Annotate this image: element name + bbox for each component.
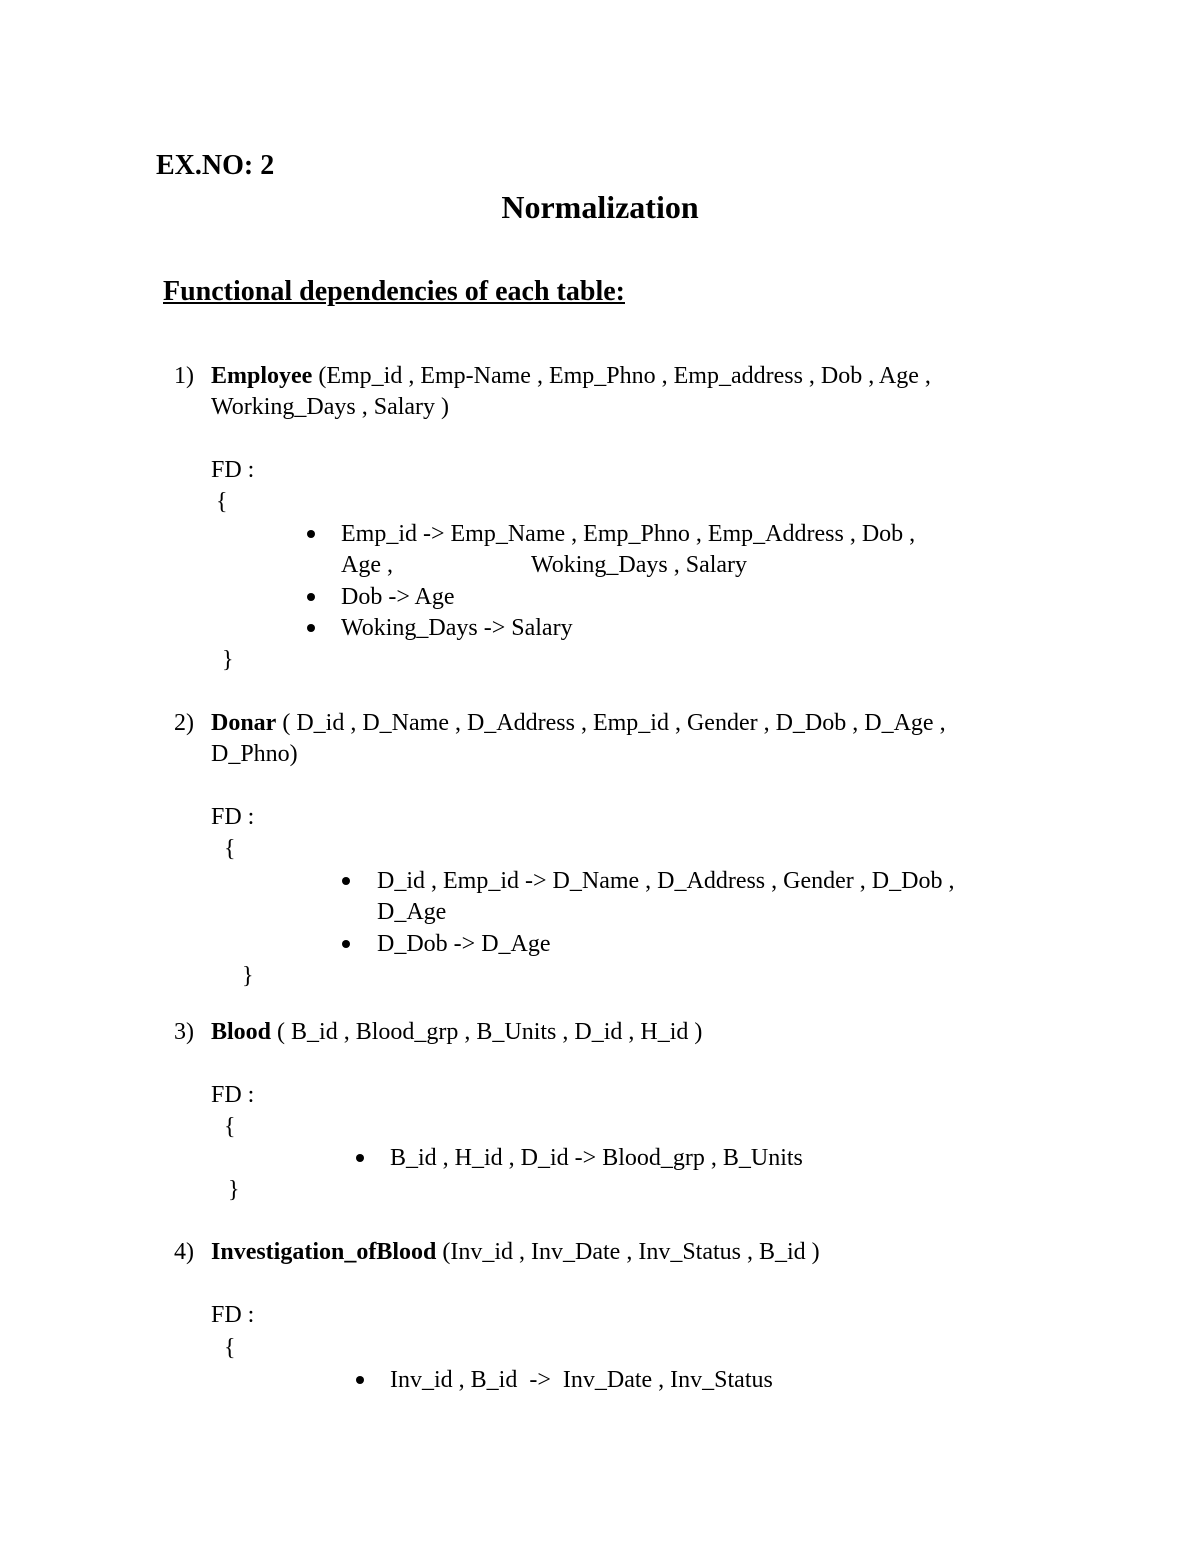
fd-item: Emp_id -> Emp_Name , Emp_Phno , Emp_Address , Dob , [341, 521, 916, 547]
bullet-icon [356, 1154, 364, 1162]
list-number: 4) [174, 1239, 194, 1265]
bullet-icon [307, 624, 315, 632]
table-name: Employee [211, 363, 313, 389]
table-name: Investigation_ofBlood [211, 1239, 437, 1265]
fd-item: D_Dob -> D_Age [377, 931, 551, 957]
fd-item-cont: Age , [341, 552, 393, 578]
page-title: Normalization [501, 189, 699, 225]
fd-label: FD : [211, 1082, 255, 1108]
fd-brace-close: } [222, 647, 234, 673]
fd-item: Dob -> Age [341, 584, 455, 610]
fd-brace-close: } [228, 1177, 240, 1203]
bullet-icon [307, 593, 315, 601]
table-attributes: (Emp_id , Emp-Name , Emp_Phno , Emp_address , Dob , Age , [312, 363, 931, 389]
table-name: Blood [211, 1019, 272, 1045]
table-attributes-line [211, 1237, 820, 1268]
table-attributes-cont: D_Phno) [211, 741, 298, 767]
list-number: 1) [174, 363, 194, 389]
fd-brace-open: { [224, 836, 236, 862]
fd-brace-open: { [216, 489, 228, 515]
table-name: Donar [211, 710, 277, 736]
fd-item: B_id , H_id , D_id -> Blood_grp , B_Units [390, 1145, 803, 1171]
section-heading: Functional dependencies of each table: [163, 276, 625, 307]
fd-label: FD : [211, 804, 255, 830]
fd-brace-open: { [224, 1114, 236, 1140]
fd-label: FD : [211, 1302, 255, 1328]
fd-brace-close: } [242, 963, 254, 989]
list-number: 2) [174, 710, 194, 736]
fd-brace-open: { [224, 1335, 236, 1361]
exercise-number: EX.NO: 2 [156, 150, 275, 181]
table-attributes: ( D_id , D_Name , D_Address , Emp_id , Gender , D_Dob , D_Age , [276, 710, 946, 736]
fd-item: Woking_Days -> Salary [341, 615, 573, 641]
fd-item-cont: D_Age [377, 899, 447, 925]
table-attributes-line [211, 708, 946, 739]
bullet-icon [307, 530, 315, 538]
fd-item-cont: Woking_Days , Salary [531, 552, 748, 578]
bullet-icon [342, 940, 350, 948]
fd-item: Inv_id , B_id -> Inv_Date , Inv_Status [390, 1367, 773, 1393]
table-attributes-line [211, 361, 931, 392]
fd-item: D_id , Emp_id -> D_Name , D_Address , Gender , D_Dob , [377, 868, 955, 894]
list-number: 3) [174, 1019, 194, 1045]
table-attributes: ( B_id , Blood_grp , B_Units , D_id , H_id ) [271, 1019, 703, 1045]
table-attributes-line [211, 1017, 702, 1048]
table-attributes: (Inv_id , Inv_Date , Inv_Status , B_id ) [436, 1239, 820, 1265]
table-attributes-cont: Working_Days , Salary ) [211, 394, 450, 420]
bullet-icon [342, 877, 350, 885]
fd-label: FD : [211, 457, 255, 483]
bullet-icon [356, 1376, 364, 1384]
